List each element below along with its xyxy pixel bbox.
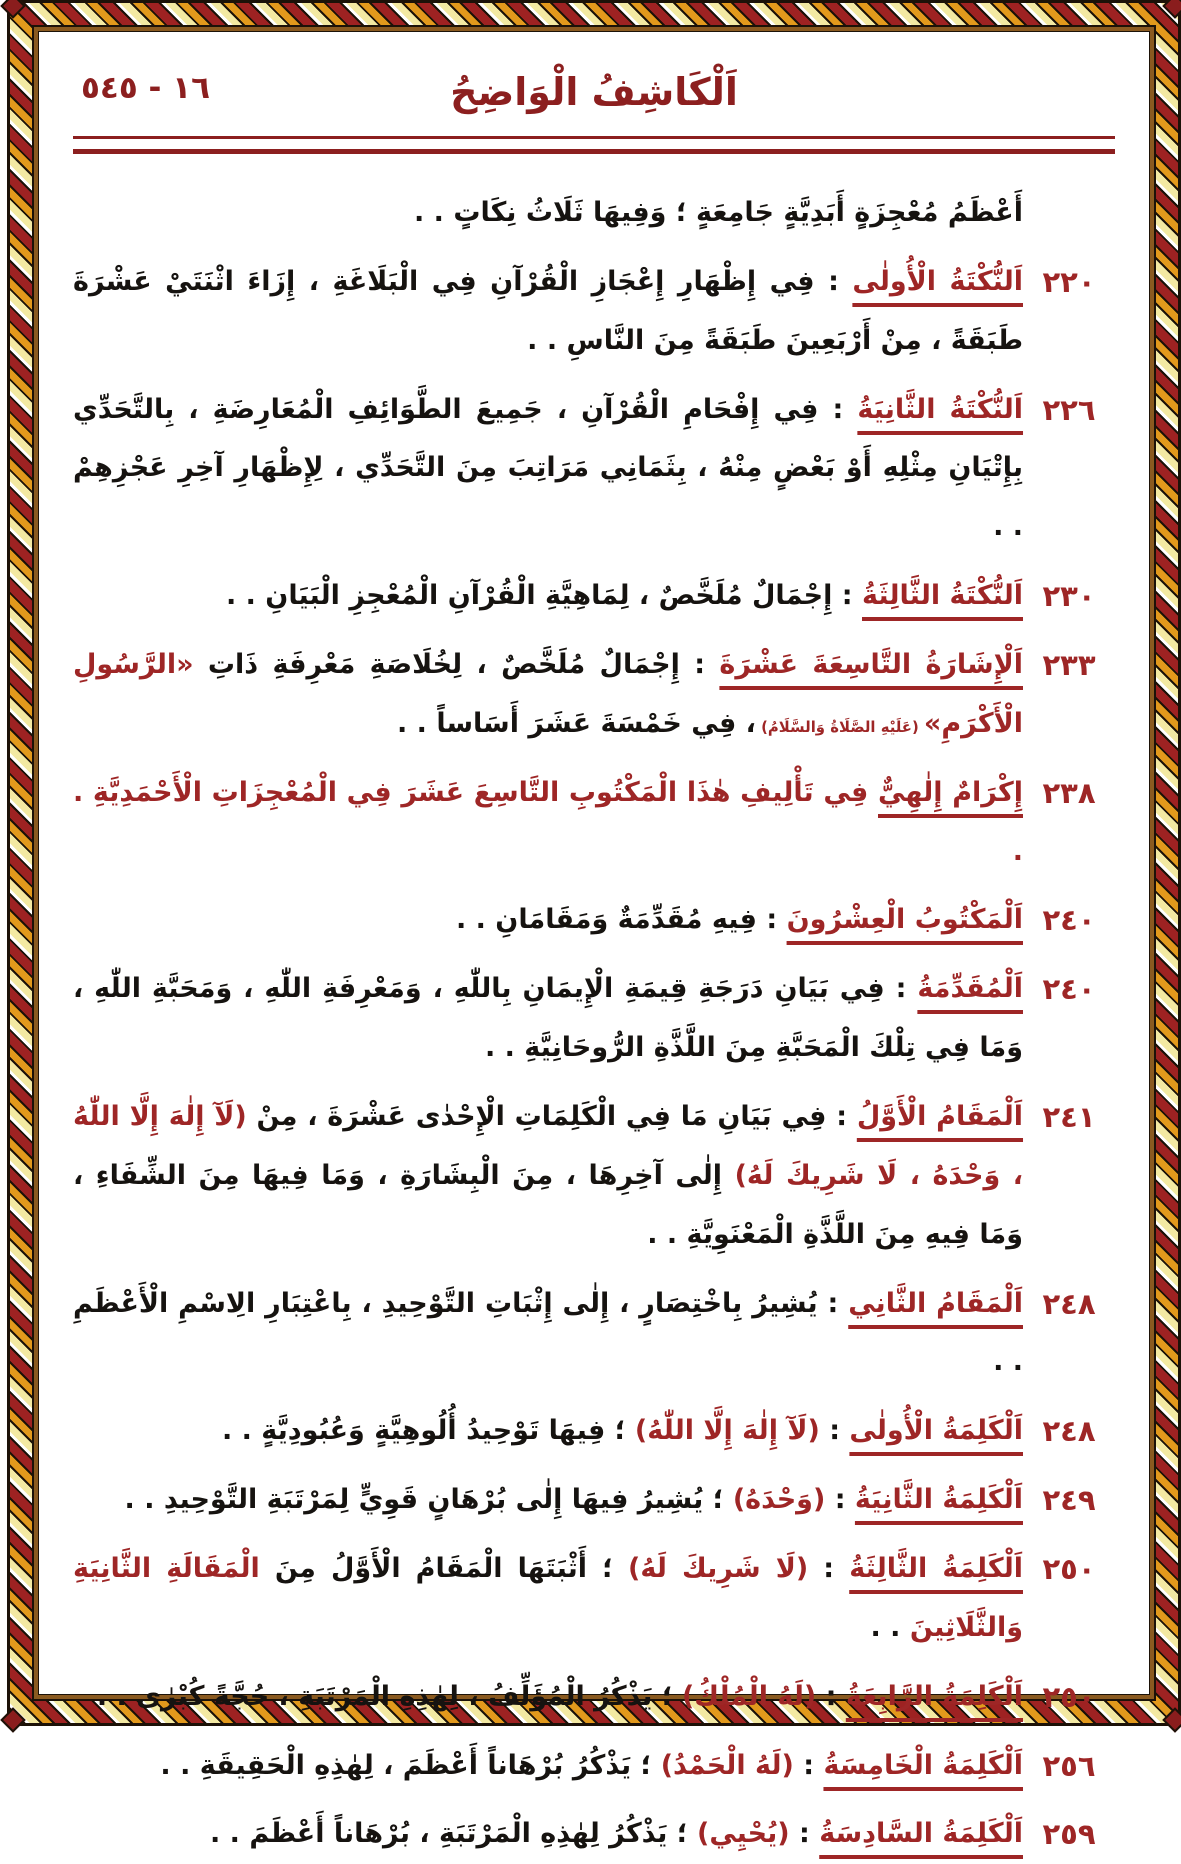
entry-text	[73, 764, 1023, 882]
entry-headword: اَلْمَكْتُوبُ الْعِشْرُونَ	[786, 904, 1023, 936]
text-segment-red: (وَحْدَهُ)	[732, 1484, 826, 1516]
corner-finial	[0, 1707, 25, 1732]
entry-text	[73, 1402, 1023, 1461]
entry-number: ٢٤٩	[1042, 1483, 1096, 1518]
corner-finial	[1162, 0, 1181, 19]
entry-number	[1023, 184, 1115, 243]
entry-text	[73, 1088, 1023, 1265]
text-segment-black: :	[825, 1484, 855, 1516]
entry-number: ٢٣٠	[1042, 579, 1096, 614]
text-segment-black: :	[816, 1680, 846, 1712]
entry-text	[73, 381, 1023, 558]
entry-number: ٢٥٠	[1042, 1679, 1096, 1714]
text-segment-black: : إِجْمَالٌ مُلَخَّصٌ ، لِمَاهِيَّةِ الْقُرْآنِ الْمُعْجِزِ الْبَيَانِ . .	[225, 580, 862, 612]
index-entry	[73, 636, 1115, 754]
entry-headword: اَلنُّكْتَةُ الثَّالِثَةُ	[862, 580, 1023, 612]
text-segment-red: فِي تَأْلِيفِ هٰذَا الْمَكْتُوبِ التَّاسِعَ عَشَرَ فِي الْمُعْجِزَاتِ الْأَحْمَدِيَّةِ . .	[73, 776, 1023, 867]
text-segment-black: ؛ يَذْكُرُ بُرْهَاناً أَعْظَمَ ، لِهٰذِهِ الْحَقِيقَةِ . .	[160, 1749, 661, 1781]
corner-finial	[0, 0, 25, 19]
corner-finial	[1162, 1707, 1181, 1732]
index-entry	[73, 764, 1115, 882]
entry-headword: اَلْمَقَامُ الْأَوَّلُ	[856, 1101, 1024, 1133]
entry-number: ٢٤٨	[1042, 1414, 1096, 1449]
entry-number: ٢٤٨	[1042, 1286, 1096, 1321]
entry-text	[73, 891, 1023, 950]
entries-list	[73, 184, 1115, 1864]
entry-text	[73, 960, 1023, 1078]
entry-text	[73, 1668, 1023, 1727]
index-entry	[73, 253, 1115, 371]
entry-number: ٢٥٠	[1042, 1552, 1096, 1587]
index-entry	[73, 1737, 1115, 1796]
text-segment-black: :	[808, 1553, 850, 1585]
index-entry	[73, 381, 1115, 558]
text-segment-black: : فِيهِ مُقَدِّمَةٌ وَمَقَامَانِ . .	[455, 904, 787, 936]
index-entry	[73, 891, 1115, 950]
entry-headword: اَلْمُقَدِّمَةُ	[917, 973, 1023, 1005]
text-segment-black: : فِي إِفْحَامِ الْقُرْآنِ ، جَمِيعَ الطَّوَائِفِ الْمُعَارِضَةِ ، بِالتَّحَدِّي بِإِتْيَانِ مِثْلِهِ أَوْ بَعْضٍ مِنْهُ ، بِثَمَانِي مَرَاتِبَ مِنَ التَّحَدِّي ، لِإِظْهَارِ آخِرِ عَجْزِهِمْ . .	[73, 393, 1023, 543]
entry-headword: اَلْكَلِمَةُ الثَّانِيَةُ	[854, 1484, 1023, 1516]
index-entry	[73, 1275, 1115, 1393]
text-segment-red: «الرَّسُولِ الْأَكْرَمِ»	[73, 649, 1023, 739]
entry-text	[73, 1471, 1023, 1530]
entry-text	[73, 253, 1023, 371]
text-segment-black: ؛ يَذْكُرُ الْمُؤَلِّفُ ، لِهٰذِهِ الْمَرْتَبَةِ ، حُجَّةً كُبْرٰى . .	[96, 1680, 682, 1712]
entry-headword: إِكْرَامٌ إِلٰهِيٌّ	[878, 776, 1023, 808]
entry-headword: اَلْكَلِمَةُ السَّادِسَةُ	[819, 1818, 1023, 1850]
entry-headword: اَلْكَلِمَةُ الْخَامِسَةُ	[823, 1749, 1023, 1781]
index-entry	[73, 1668, 1115, 1727]
entry-text	[73, 636, 1023, 754]
index-entry	[73, 1805, 1115, 1864]
text-segment-red: (لَآ إِلٰهَ إِلَّا اللّٰهُ ، وَحْدَهُ ، لَا شَرِيكَ لَهُ)	[73, 1101, 1024, 1191]
text-segment-black: :	[789, 1818, 820, 1850]
text-segment-black: ؛ يَذْكُرُ لِهٰذِهِ الْمَرْتَبَةِ ، بُرْهَاناً أَعْظَمَ . .	[210, 1818, 697, 1850]
text-segment-black: ؛ أَثْبَتَهَا الْمَقَامُ الْأَوَّلُ مِنَ	[259, 1553, 629, 1585]
text-segment-black: إِلٰى آخِرِهَا ، مِنَ الْبِشَارَةِ ، وَمَا فِيهَا مِنَ الشِّفَاءِ ، وَمَا فِيهِ مِنَ اللَّذَّةِ الْمَعْنَوِيَّةِ . .	[73, 1159, 1023, 1250]
index-entry	[73, 1088, 1115, 1265]
entry-number: ٢٥٦	[1042, 1748, 1096, 1783]
page-number: ١٦ - ٥٤٥	[81, 70, 211, 106]
entry-text	[73, 1805, 1023, 1864]
index-entry	[73, 1471, 1115, 1530]
entry-headword: اَلْكَلِمَةُ الثَّالِثَةُ	[849, 1553, 1023, 1585]
entry-number: ٢٢٠	[1042, 264, 1096, 299]
entry-text	[73, 1737, 1023, 1796]
index-entry	[73, 960, 1115, 1078]
entry-number: ٢٥٩	[1042, 1817, 1096, 1852]
entry-headword: اَلْمَقَامُ الثَّانِي	[848, 1287, 1023, 1319]
text-segment-black: : فِي إِظْهَارِ إِعْجَازِ الْقُرْآنِ فِي الْبَلَاغَةِ ، إِزَاءَ اثْنَتَيْ عَشْرَةَ طَبَقَةً ، مِنْ أَرْبَعِينَ طَبَقَةً مِنَ النَّاسِ . .	[73, 265, 1023, 356]
entry-headword: اَلْكَلِمَةُ الرَّابِعَةُ	[845, 1680, 1023, 1712]
index-entry	[73, 567, 1115, 626]
entry-number: ٢٢٦	[1042, 392, 1096, 427]
book-page	[7, 0, 1181, 1852]
intro-line: أَعْظَمُ مُعْجِزَةٍ أَبَدِيَّةٍ جَامِعَةٍ ؛ وَفِيهَا ثَلَاثُ نِكَاتٍ . .	[414, 197, 1023, 228]
page-sheet	[38, 31, 1150, 1852]
page-title: اَلْكَاشِفُ الْوَاضِحُ	[450, 70, 738, 114]
text-segment-black: ؛ فِيهَا تَوْحِيدُ أُلُوهِيَّةٍ وَعُبُودِيَّةٍ . .	[221, 1415, 635, 1447]
text-segment-black: : فِي بَيَانِ مَا فِي الْكَلِمَاتِ الْإِحْدٰى عَشْرَةَ ، مِنْ	[246, 1101, 857, 1133]
text-segment-red_small: (عَلَيْهِ الصَّلَاةُ وَالسَّلَامُ)	[755, 717, 924, 736]
text-segment-red: (لَهُ الْحَمْدُ)	[660, 1749, 794, 1781]
entry-headword: اَلنُّكْتَةُ الْأُولٰى	[852, 265, 1023, 297]
text-segment-red: (يُحْيِي)	[696, 1818, 790, 1850]
text-segment-black: : يُشِيرُ بِاخْتِصَارٍ ، إِلٰى إِثْبَاتِ التَّوْحِيدِ ، بِاعْتِبَارِ الِاسْمِ الْأَعْظَمِ . .	[73, 1287, 1023, 1378]
entry-text	[73, 1275, 1023, 1393]
intro-row	[73, 184, 1115, 243]
entry-number: ٢٤٠	[1042, 972, 1096, 1007]
entry-headword: اَلْكَلِمَةُ الْأُولٰى	[849, 1415, 1023, 1447]
entry-number: ٢٤١	[1042, 1100, 1096, 1135]
text-segment-red: الْمَقَالَةِ الثَّانِيَةِ وَالثَّلَاثِينَ	[73, 1553, 1023, 1643]
text-segment-black: : فِي بَيَانِ دَرَجَةِ قِيمَةِ الْإِيمَانِ بِاللّٰهِ ، وَمَعْرِفَةِ اللّٰهِ ، وَمَحَبَّةِ اللّٰهِ ، وَمَا فِي تِلْكَ الْمَحَبَّةِ مِنَ اللَّذَّةِ الرُّوحَانِيَّةِ . .	[73, 973, 1023, 1064]
text-segment-black: ، فِي خَمْسَةَ عَشَرَ أَسَاساً . .	[397, 707, 756, 739]
text-segment-black: :	[793, 1749, 824, 1781]
index-entry	[73, 1402, 1115, 1461]
text-segment-red: (لَا شَرِيكَ لَهُ)	[628, 1553, 809, 1585]
text-segment-black: : إِجْمَالٌ مُلَخَّصٌ ، لِخُلَاصَةِ مَعْرِفَةِ ذَاتِ	[193, 649, 720, 681]
text-segment-black: . .	[870, 1611, 910, 1643]
text-segment-red: (لَآ إِلٰهَ إِلَّا اللّٰهُ)	[634, 1415, 820, 1447]
text-segment-black: ؛ يُشِيرُ فِيهَا إِلٰى بُرْهَانٍ قَوِيٍّ لِمَرْتَبَةِ التَّوْحِيدِ . .	[124, 1484, 733, 1516]
index-entry	[73, 1540, 1115, 1658]
text-segment-red: (لَهُ الْمُلْكُ)	[681, 1680, 817, 1712]
entry-number: ٢٣٨	[1042, 775, 1096, 810]
entry-text	[73, 1540, 1023, 1658]
text-segment-black: :	[819, 1415, 850, 1447]
entry-headword: اَلْإِشَارَةُ التَّاسِعَةَ عَشْرَةَ	[719, 649, 1023, 681]
entry-number: ٢٤٠	[1042, 903, 1096, 938]
entry-number: ٢٣٣	[1042, 648, 1096, 683]
entry-text	[73, 567, 1023, 626]
header-rule	[73, 136, 1115, 154]
page-header	[73, 56, 1115, 128]
entry-headword: اَلنُّكْتَةُ الثَّانِيَةُ	[857, 393, 1024, 425]
